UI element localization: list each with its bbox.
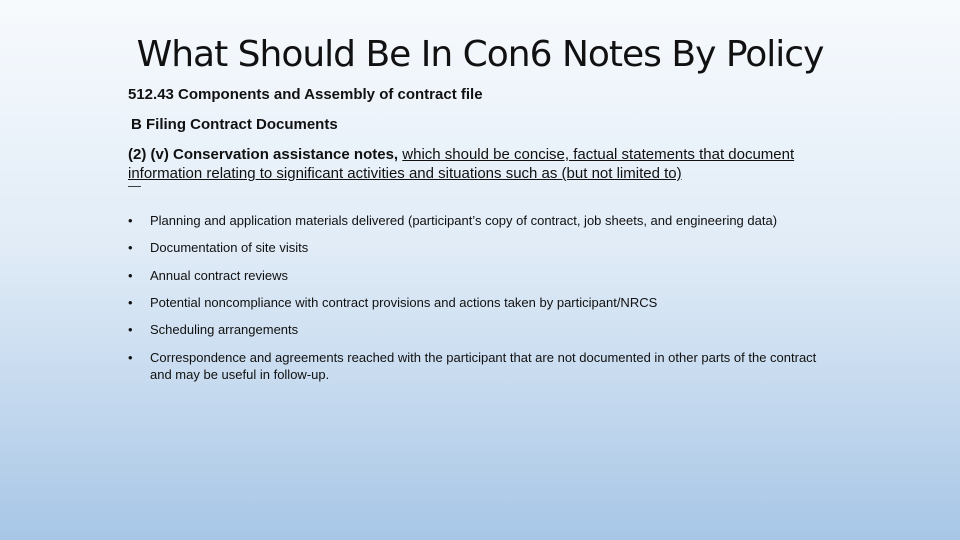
paragraph-dash: — (128, 178, 141, 193)
section-heading: 512.43 Components and Assembly of contract file (128, 86, 483, 103)
bullet-list (128, 212, 838, 383)
slide-title: What Should Be In Con6 Notes By Policy (136, 34, 824, 75)
subsection-heading: B Filing Contract Documents (131, 116, 338, 133)
list-item (128, 267, 838, 284)
list-item (128, 349, 838, 383)
list-item (128, 212, 838, 229)
list-item-text: Correspondence and agreements reached with the participant that are not documented in other parts of the contract and may be useful in follow-up. (150, 350, 817, 382)
bullet-icon: • (128, 268, 133, 283)
list-item (128, 294, 838, 311)
paragraph-lead: (2) (v) Conservation assistance notes, (128, 146, 399, 163)
bullet-icon: • (128, 213, 133, 228)
paragraph-body: which should be concise, factual statements that document information relating to significant activities and situations such as (but not limited to) (128, 146, 795, 182)
bullet-icon: • (128, 240, 133, 255)
list-item-text: Documentation of site visits (150, 240, 309, 255)
list-item (128, 239, 838, 256)
bullet-icon: • (128, 350, 133, 365)
list-item (128, 321, 838, 338)
list-item-text: Planning and application materials delivered (participant’s copy of contract, job sheets, and engineering data) (150, 213, 778, 228)
list-item-text: Potential noncompliance with contract provisions and actions taken by participant/NRCS (150, 295, 658, 310)
list-item-text: Annual contract reviews (150, 268, 289, 283)
bullet-icon: • (128, 322, 133, 337)
list-item-text: Scheduling arrangements (150, 322, 299, 337)
policy-paragraph (128, 145, 838, 183)
bullet-icon: • (128, 295, 133, 310)
